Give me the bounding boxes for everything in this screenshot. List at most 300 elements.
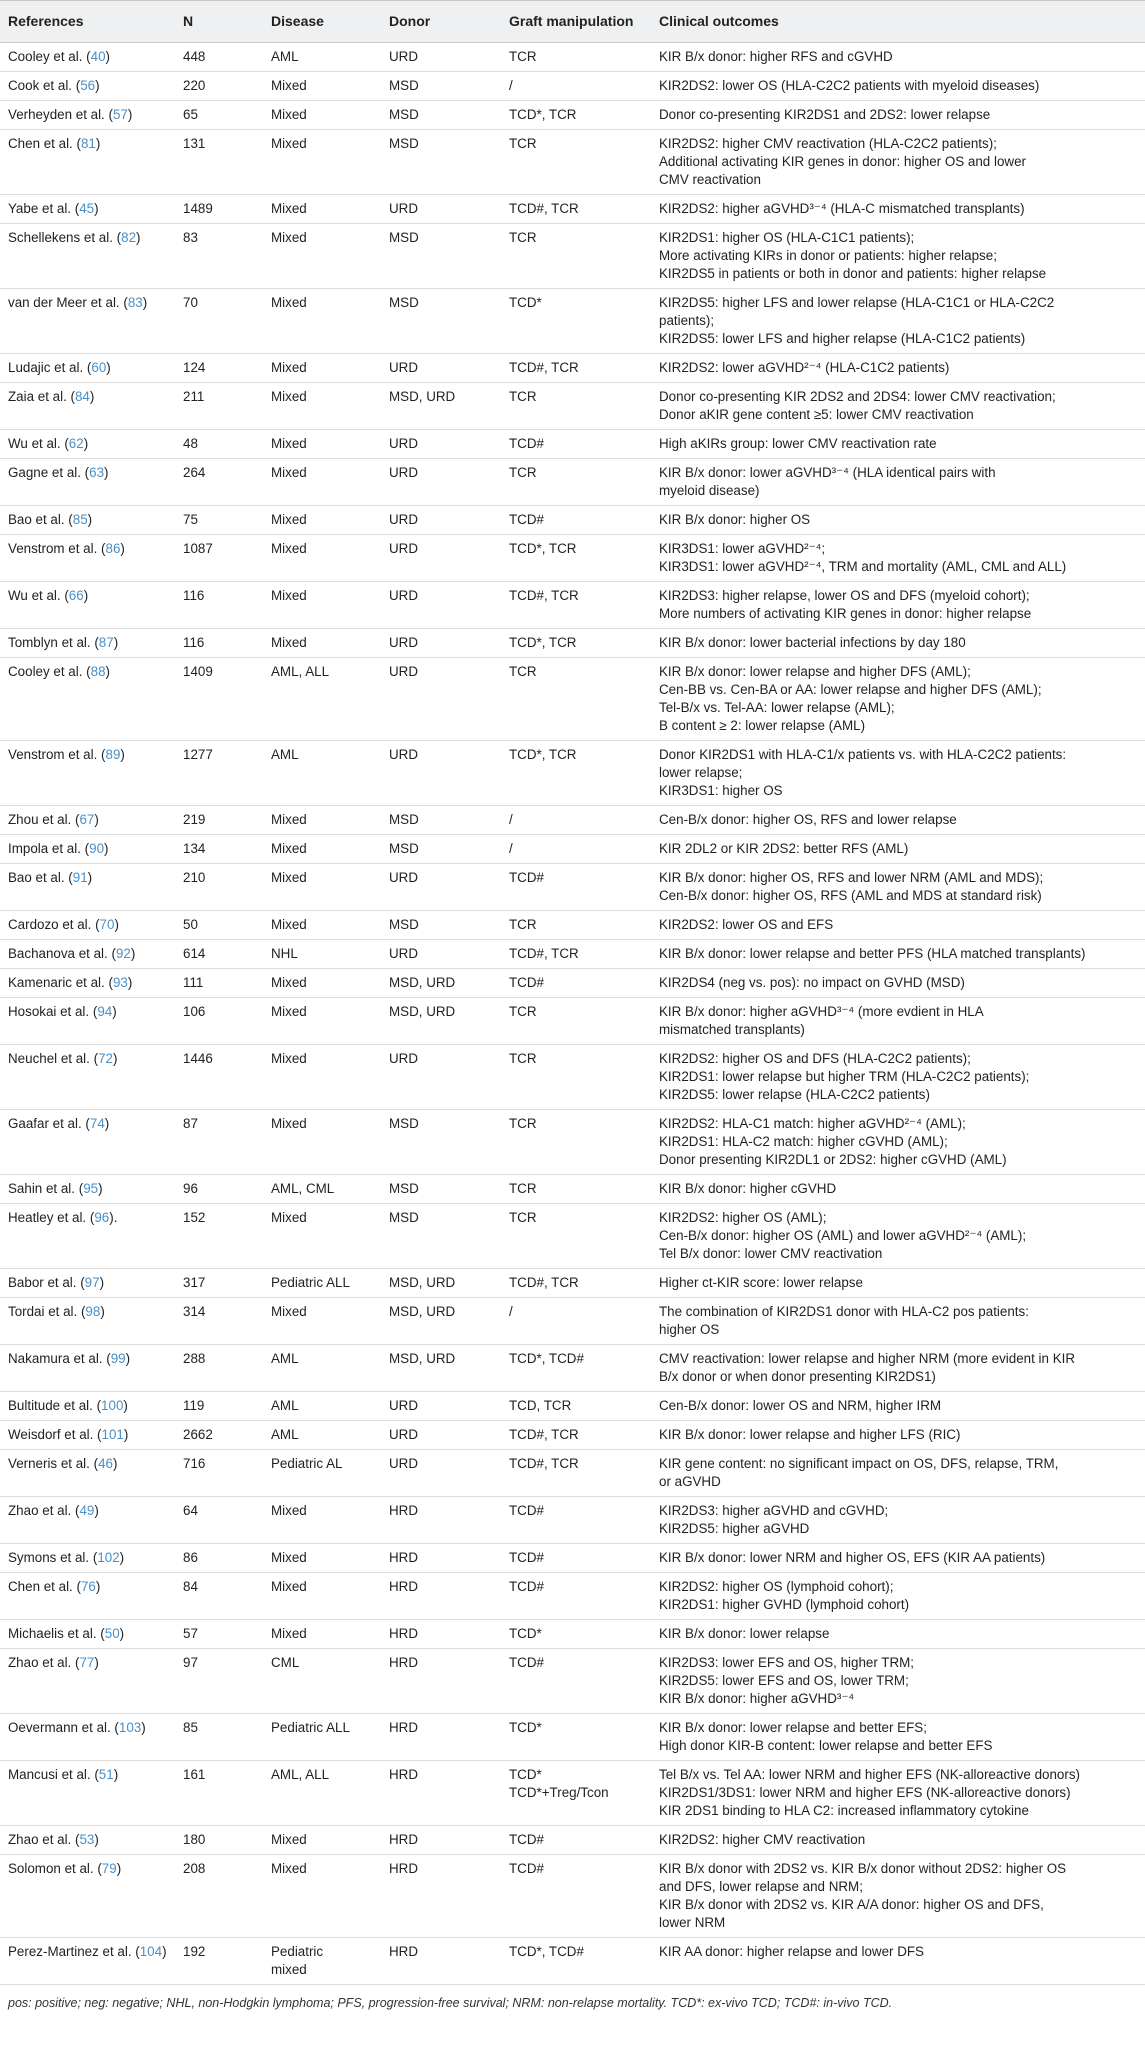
reference-author: Zhao et al. ( (8, 1503, 80, 1518)
cell-graft-manipulation: TCD*, TCR (501, 741, 651, 806)
outcome-line: KIR2DS2: higher aGVHD³⁻⁴ (HLA-C mismatched transplants) (659, 201, 1025, 216)
reference-author: Zhou et al. ( (8, 812, 80, 827)
cell-disease: Mixed (263, 506, 381, 535)
cell-graft-manipulation: TCD# (501, 1649, 651, 1714)
cell-graft-manipulation: TCR (501, 658, 651, 741)
cell-n: 1409 (175, 658, 263, 741)
citation-link[interactable]: 95 (83, 1181, 99, 1196)
cell-clinical-outcomes (651, 969, 1145, 998)
outcome-line: KIR2DS2: lower aGVHD²⁻⁴ (HLA-C1C2 patients) (659, 360, 950, 375)
cell-n: 57 (175, 1620, 263, 1649)
cell-disease: Mixed (263, 1204, 381, 1269)
reference-suffix: ) (95, 136, 101, 151)
citation-link[interactable]: 86 (105, 541, 121, 556)
citation-link[interactable]: 76 (80, 1579, 96, 1594)
cell-donor: MSD, URD (381, 1298, 501, 1345)
cell-disease-line: mixed (271, 1962, 307, 1977)
cell-n: 220 (175, 72, 263, 101)
table-row (0, 582, 1145, 629)
outcome-line: Donor co-presenting KIR2DS1 and 2DS2: lower relapse (659, 107, 991, 122)
citation-link[interactable]: 91 (72, 870, 88, 885)
outcome-line: KIR2DS4 (neg vs. pos): no impact on GVHD (MSD) (659, 975, 965, 990)
cell-reference (0, 806, 175, 835)
cell-reference (0, 1450, 175, 1497)
outcome-line: CMV reactivation: lower relapse and higher NRM (more evident in KIR (659, 1351, 1076, 1366)
outcome-line: KIR2DS2: lower OS (HLA-C2C2 patients with myeloid diseases) (659, 78, 1040, 93)
cell-donor: MSD (381, 224, 501, 289)
reference-suffix: ) (112, 1051, 118, 1066)
reference-suffix: ) (136, 230, 141, 245)
cell-reference (0, 911, 175, 940)
cell-clinical-outcomes (651, 1045, 1145, 1110)
outcome-line: KIR2DS5: higher LFS and lower relapse (HLA-C1C1 or HLA-C2C2 (659, 295, 1055, 310)
reference-author: Yabe et al. ( (8, 201, 80, 216)
citation-link[interactable]: 84 (74, 389, 90, 404)
outcome-line: B/x donor or when donor presenting KIR2DS1) (659, 1369, 936, 1384)
outcome-line: KIR2DS2: higher CMV reactivation (HLA-C2C2 patients); (659, 136, 997, 151)
citation-link[interactable]: 89 (105, 747, 121, 762)
reference-author: Ludajic et al. ( (8, 360, 92, 375)
outcome-line: More activating KIRs in donor or patients: higher relapse; (659, 248, 997, 263)
citation-link[interactable]: 77 (79, 1655, 95, 1670)
citation-link[interactable]: 60 (91, 360, 107, 375)
citation-link[interactable]: 87 (98, 635, 114, 650)
cell-n: 288 (175, 1345, 263, 1392)
outcome-line: KIR2DS1: lower relapse but higher TRM (HLA-C2C2 patients); (659, 1069, 1030, 1084)
cell-donor: MSD, URD (381, 1269, 501, 1298)
reference-author: Venstrom et al. ( (8, 747, 106, 762)
cell-disease: Pediatric ALL (263, 1714, 381, 1761)
cell-disease: Mixed (263, 582, 381, 629)
cell-n: 87 (175, 1110, 263, 1175)
cell-disease: Mixed (263, 835, 381, 864)
reference-author: Zhao et al. ( (8, 1832, 80, 1847)
table-row (0, 629, 1145, 658)
reference-author: Oevermann et al. ( (8, 1720, 119, 1735)
outcome-line: KIR B/x donor: lower aGVHD³⁻⁴ (HLA identical pairs with (659, 465, 996, 480)
citation-link[interactable]: 53 (79, 1832, 95, 1847)
outcome-line: KIR B/x donor: higher OS, RFS and lower NRM (AML and MDS); (659, 870, 1044, 885)
citation-link[interactable]: 94 (97, 1004, 113, 1019)
table-row (0, 1110, 1145, 1175)
reference-author: Verheyden et al. ( (8, 107, 113, 122)
cell-reference (0, 1714, 175, 1761)
reference-author: Zaia et al. ( (8, 389, 75, 404)
outcome-line: KIR B/x donor: lower bacterial infections by day 180 (659, 635, 966, 650)
cell-n: 1489 (175, 195, 263, 224)
cell-donor: MSD, URD (381, 383, 501, 430)
table-row (0, 1573, 1145, 1620)
cell-n: 264 (175, 459, 263, 506)
reference-author: Zhao et al. ( (8, 1655, 80, 1670)
reference-author: Tordai et al. ( (8, 1304, 86, 1319)
cell-graft-manipulation: TCR (501, 911, 651, 940)
citation-link[interactable]: 102 (97, 1550, 120, 1565)
cell-reference (0, 1204, 175, 1269)
citation-link[interactable]: 100 (101, 1398, 124, 1413)
reference-author: Chen et al. ( (8, 1579, 81, 1594)
cell-graft-manipulation: TCR (501, 1175, 651, 1204)
cell-donor: MSD (381, 1175, 501, 1204)
cell-graft-manipulation-line: TCD* (509, 1767, 542, 1782)
cell-disease: AML (263, 1421, 381, 1450)
cell-clinical-outcomes (651, 864, 1145, 911)
cell-n: 84 (175, 1573, 263, 1620)
reference-author: Weisdorf et al. ( (8, 1427, 102, 1442)
cell-graft-manipulation: TCD# (501, 1855, 651, 1938)
citation-link[interactable]: 49 (79, 1503, 95, 1518)
cell-n: 211 (175, 383, 263, 430)
outcome-line: KIR2DS1/3DS1: lower NRM and higher EFS (NK-alloreactive donors) (659, 1785, 1071, 1800)
outcome-line: Donor presenting KIR2DL1 or 2DS2: higher cGVHD (AML) (659, 1152, 1007, 1167)
reference-author: Sahin et al. ( (8, 1181, 84, 1196)
reference-suffix: ) (104, 1116, 110, 1131)
cell-n: 1446 (175, 1045, 263, 1110)
table-row (0, 1714, 1145, 1761)
cell-disease: Mixed (263, 130, 381, 195)
cell-reference (0, 1110, 175, 1175)
citation-link[interactable]: 46 (98, 1456, 113, 1471)
cell-clinical-outcomes (651, 1269, 1145, 1298)
cell-graft-manipulation: TCD* (501, 1714, 651, 1761)
cell-disease: Mixed (263, 998, 381, 1045)
cell-reference (0, 195, 175, 224)
cell-donor: URD (381, 195, 501, 224)
outcome-line: KIR2DS2: higher CMV reactivation (659, 1832, 866, 1847)
table-row (0, 1938, 1145, 1985)
cell-disease: AML (263, 1392, 381, 1421)
cell-reference (0, 1497, 175, 1544)
table-row (0, 998, 1145, 1045)
column-header-clinical-outcomes: Clinical outcomes (651, 1, 1145, 43)
citation-link[interactable]: 98 (85, 1304, 101, 1319)
reference-author: Symons et al. ( (8, 1550, 98, 1565)
cell-donor: URD (381, 1450, 501, 1497)
reference-author: Kamenaric et al. ( (8, 975, 113, 990)
cell-graft-manipulation: TCD*, TCD# (501, 1345, 651, 1392)
reference-author: Gagne et al. ( (8, 465, 90, 480)
outcome-line: CMV reactivation (659, 172, 761, 187)
citation-link[interactable]: 104 (139, 1944, 163, 1959)
citation-link[interactable]: 51 (98, 1767, 114, 1782)
cell-clinical-outcomes (651, 130, 1145, 195)
outcome-line: High aKIRs group: lower CMV reactivation rate (659, 436, 937, 451)
cell-graft-manipulation: TCR (501, 43, 651, 72)
cell-reference (0, 1761, 175, 1826)
cell-disease: Mixed (263, 1826, 381, 1855)
reference-suffix: ) (87, 512, 93, 527)
outcome-line: or aGVHD (659, 1474, 721, 1489)
outcome-line: Cen-B/x donor: higher OS (AML) and lower aGVHD²⁻⁴ (AML); (659, 1228, 1027, 1243)
reference-author: Tomblyn et al. ( (8, 635, 99, 650)
table-row (0, 835, 1145, 864)
reference-suffix: ) (94, 1655, 99, 1670)
reference-suffix: ) (94, 201, 99, 216)
table-row (0, 1450, 1145, 1497)
outcome-line: KIR gene content: no significant impact on OS, DFS, relapse, TRM, (659, 1456, 1059, 1471)
outcome-line: KIR B/x donor with 2DS2 vs. KIR A/A donor: higher OS and DFS, (659, 1897, 1044, 1912)
cell-clinical-outcomes (651, 1826, 1145, 1855)
table-body (0, 43, 1145, 1985)
outcome-line: B content ≥ 2: lower relapse (AML) (659, 718, 866, 733)
cell-reference (0, 224, 175, 289)
cell-clinical-outcomes (651, 43, 1145, 72)
cell-n: 70 (175, 289, 263, 354)
cell-graft-manipulation: TCR (501, 224, 651, 289)
table-row (0, 1269, 1145, 1298)
cell-donor: HRD (381, 1497, 501, 1544)
cell-reference (0, 535, 175, 582)
cell-disease: Mixed (263, 1855, 381, 1938)
cell-n: 2662 (175, 1421, 263, 1450)
table-row (0, 658, 1145, 741)
cell-disease-line: Pediatric (271, 1944, 324, 1959)
cell-disease: Mixed (263, 806, 381, 835)
reference-suffix: ) (120, 541, 125, 556)
cell-clinical-outcomes (651, 430, 1145, 459)
table-row (0, 1392, 1145, 1421)
citation-link[interactable]: 82 (121, 230, 137, 245)
cell-donor: URD (381, 1392, 501, 1421)
cell-n: 124 (175, 354, 263, 383)
cell-disease: Mixed (263, 101, 381, 130)
cell-graft-manipulation: TCD# (501, 506, 651, 535)
cell-reference (0, 835, 175, 864)
cell-donor: MSD (381, 835, 501, 864)
citation-link[interactable]: 99 (110, 1351, 126, 1366)
outcome-line: The combination of KIR2DS1 donor with HLA-C2 pos patients: (659, 1304, 1029, 1319)
cell-n: 1087 (175, 535, 263, 582)
cell-donor: URD (381, 658, 501, 741)
citation-link[interactable]: 97 (84, 1275, 100, 1290)
cell-reference (0, 741, 175, 806)
cell-graft-manipulation: TCR (501, 383, 651, 430)
cell-n: 116 (175, 582, 263, 629)
reference-author: Cardozo et al. ( (8, 917, 100, 932)
reference-author: Bachanova et al. ( (8, 946, 116, 961)
cell-clinical-outcomes (651, 1544, 1145, 1573)
cell-clinical-outcomes (651, 658, 1145, 741)
table-row (0, 383, 1145, 430)
citation-link[interactable]: 66 (68, 588, 84, 603)
reference-suffix: ) (95, 1579, 101, 1594)
citation-link[interactable]: 56 (80, 78, 96, 93)
cell-n: 134 (175, 835, 263, 864)
cell-graft-manipulation: TCD#, TCR (501, 1421, 651, 1450)
cell-clinical-outcomes (651, 289, 1145, 354)
reference-suffix: ) (106, 360, 111, 375)
table-row (0, 1497, 1145, 1544)
cell-reference (0, 1620, 175, 1649)
table-row (0, 224, 1145, 289)
reference-author: Neuchel et al. ( (8, 1051, 99, 1066)
cell-clinical-outcomes (651, 1450, 1145, 1497)
citation-link[interactable]: 79 (101, 1861, 117, 1876)
cell-graft-manipulation: TCD# (501, 430, 651, 459)
citation-link[interactable]: 103 (118, 1720, 142, 1735)
cell-graft-manipulation: TCD* (501, 289, 651, 354)
cell-reference (0, 1269, 175, 1298)
cell-graft-manipulation: TCD#, TCR (501, 582, 651, 629)
reference-suffix: ) (113, 1767, 119, 1782)
reference-suffix: ) (123, 1427, 129, 1442)
reference-suffix: ) (120, 747, 125, 762)
outcome-line: KIR2DS2: higher OS and DFS (HLA-C2C2 patients); (659, 1051, 971, 1066)
citation-link[interactable]: 85 (72, 512, 88, 527)
outcome-line: KIR2DS1: higher GVHD (lymphoid cohort) (659, 1597, 910, 1612)
table-row (0, 1175, 1145, 1204)
cell-reference (0, 1175, 175, 1204)
cell-clinical-outcomes (651, 383, 1145, 430)
outcome-line: KIR B/x donor: lower relapse and higher DFS (AML); (659, 664, 971, 679)
cell-n: 97 (175, 1649, 263, 1714)
cell-clinical-outcomes (651, 1110, 1145, 1175)
cell-reference (0, 383, 175, 430)
reference-author: Bultitude et al. ( (8, 1398, 102, 1413)
outcome-line: KIR2DS3: lower EFS and OS, higher TRM; (659, 1655, 915, 1670)
cell-donor: URD (381, 864, 501, 911)
cell-disease: NHL (263, 940, 381, 969)
outcome-line: KIR 2DS1 binding to HLA C2: increased inflammatory cytokine (659, 1803, 1029, 1818)
citation-link[interactable]: 70 (99, 917, 115, 932)
cell-reference (0, 1826, 175, 1855)
table-row (0, 130, 1145, 195)
outcome-line: KIR B/x donor: lower NRM and higher OS, EFS (KIR AA patients) (659, 1550, 1046, 1565)
cell-clinical-outcomes (651, 629, 1145, 658)
cell-clinical-outcomes (651, 1345, 1145, 1392)
cell-graft-manipulation: TCD*, TCR (501, 629, 651, 658)
outcome-line: KIR B/x donor with 2DS2 vs. KIR B/x donor without 2DS2: higher OS (659, 1861, 1067, 1876)
cell-reference (0, 658, 175, 741)
cell-disease: Mixed (263, 1045, 381, 1110)
reference-suffix: ) (99, 1275, 105, 1290)
table-row (0, 1544, 1145, 1573)
citation-link[interactable]: 90 (89, 841, 105, 856)
outcome-line: KIR B/x donor: higher aGVHD³⁻⁴ (more evdient in HLA (659, 1004, 984, 1019)
table-row (0, 741, 1145, 806)
cell-disease: Mixed (263, 911, 381, 940)
table-row (0, 969, 1145, 998)
reference-author: van der Meer et al. ( (8, 295, 128, 310)
outcome-line: patients); (659, 313, 715, 328)
reference-suffix: ) (98, 1181, 103, 1196)
cell-graft-manipulation: TCD# (501, 969, 651, 998)
cell-clinical-outcomes (651, 1649, 1145, 1714)
citation-link[interactable]: 93 (112, 975, 128, 990)
citation-link[interactable]: 57 (112, 107, 128, 122)
column-header-disease: Disease (263, 1, 381, 43)
outcome-line: myeloid disease) (659, 483, 760, 498)
cell-disease: Mixed (263, 354, 381, 383)
table-row (0, 1649, 1145, 1714)
reference-suffix: ) (105, 49, 110, 64)
citation-link[interactable]: 92 (115, 946, 131, 961)
column-header-graft-manipulation: Graft manipulation (501, 1, 651, 43)
outcome-line: KIR3DS1: lower aGVHD²⁻⁴; (659, 541, 826, 556)
cell-donor: HRD (381, 1714, 501, 1761)
outcome-line: Donor aKIR gene content ≥5: lower CMV reactivation (659, 407, 974, 422)
outcome-line: KIR2DS3: higher relapse, lower OS and DFS (myeloid cohort); (659, 588, 1030, 603)
cell-disease: Mixed (263, 535, 381, 582)
cell-disease: Mixed (263, 1544, 381, 1573)
cell-graft-manipulation-line: TCD*+Treg/Tcon (509, 1785, 609, 1800)
cell-clinical-outcomes (651, 1761, 1145, 1826)
reference-suffix: ) (83, 588, 89, 603)
citation-link[interactable]: 50 (104, 1626, 120, 1641)
cell-disease: Mixed (263, 864, 381, 911)
cell-n: 65 (175, 101, 263, 130)
citation-link[interactable]: 45 (79, 201, 95, 216)
table-row (0, 911, 1145, 940)
cell-clinical-outcomes (651, 741, 1145, 806)
cell-disease: Mixed (263, 430, 381, 459)
outcome-line: KIR2DS2: lower OS and EFS (659, 917, 834, 932)
cell-reference (0, 354, 175, 383)
citation-link[interactable]: 63 (89, 465, 105, 480)
reference-suffix: ) (105, 664, 110, 679)
cell-clinical-outcomes (651, 1298, 1145, 1345)
cell-reference (0, 72, 175, 101)
cell-reference (0, 864, 175, 911)
outcome-line: KIR2DS5: lower LFS and higher relapse (HLA-C1C2 patients) (659, 331, 1026, 346)
table-row (0, 101, 1145, 130)
cell-disease: Mixed (263, 72, 381, 101)
cell-donor: URD (381, 940, 501, 969)
citation-link[interactable]: 96 (94, 1210, 110, 1225)
cell-n: 317 (175, 1269, 263, 1298)
cell-donor: MSD (381, 72, 501, 101)
cell-clinical-outcomes (651, 1573, 1145, 1620)
cell-n: 111 (175, 969, 263, 998)
cell-donor: MSD (381, 911, 501, 940)
reference-author: Wu et al. ( (8, 588, 69, 603)
outcome-line: lower relapse; (659, 765, 743, 780)
cell-n: 64 (175, 1497, 263, 1544)
table-row (0, 864, 1145, 911)
outcome-line: KIR3DS1: higher OS (659, 783, 783, 798)
reference-suffix: ) (104, 465, 109, 480)
cell-clinical-outcomes (651, 806, 1145, 835)
cell-clinical-outcomes (651, 1175, 1145, 1204)
cell-n: 210 (175, 864, 263, 911)
cell-clinical-outcomes (651, 1938, 1145, 1985)
citation-link[interactable]: 67 (79, 812, 95, 827)
table-row (0, 43, 1145, 72)
citation-link[interactable]: 62 (68, 436, 84, 451)
citation-link[interactable]: 101 (101, 1427, 124, 1442)
reference-author: Perez-Martinez et al. ( (8, 1944, 140, 1959)
outcome-line: KIR2DS3: higher aGVHD and cGVHD; (659, 1503, 889, 1518)
reference-author: Babor et al. ( (8, 1275, 85, 1290)
citation-link[interactable]: 40 (90, 49, 106, 64)
cell-n: 614 (175, 940, 263, 969)
cell-n: 219 (175, 806, 263, 835)
citation-link[interactable]: 88 (90, 664, 106, 679)
citation-link[interactable]: 81 (80, 136, 96, 151)
citation-link[interactable]: 72 (98, 1051, 113, 1066)
cell-donor: URD (381, 430, 501, 459)
citation-link[interactable]: 83 (127, 295, 143, 310)
outcome-line: Tel B/x donor: lower CMV reactivation (659, 1246, 883, 1261)
cell-clinical-outcomes (651, 459, 1145, 506)
reference-suffix: ) (104, 841, 109, 856)
cell-disease (263, 1938, 381, 1985)
table-row (0, 1620, 1145, 1649)
citation-link[interactable]: 74 (89, 1116, 105, 1131)
reference-author: Hosokai et al. ( (8, 1004, 98, 1019)
cell-graft-manipulation: TCR (501, 1110, 651, 1175)
cell-graft-manipulation: TCD, TCR (501, 1392, 651, 1421)
